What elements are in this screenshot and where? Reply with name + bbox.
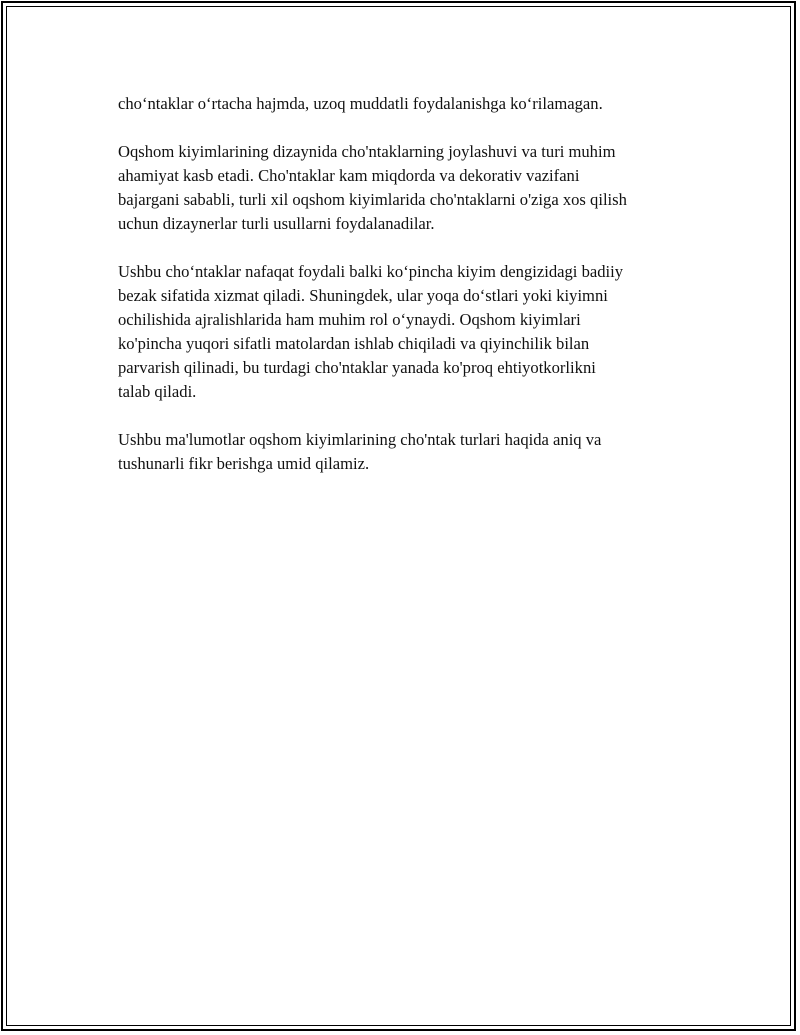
paragraph-3 — [118, 260, 698, 404]
text-line: cho‘ntaklar o‘rtacha hajmda, uzoq muddatli foydalanishga ko‘rilamagan. — [118, 94, 603, 113]
text-line: Ushbu ma'lumotlar oqshom kiyimlarining cho'ntak turlari haqida aniq va — [118, 430, 602, 449]
paragraph-4 — [118, 428, 698, 476]
paragraph-1 — [118, 92, 698, 116]
text-line: Ushbu cho‘ntaklar nafaqat foydali balki ko‘pincha kiyim dengizidagi badiiy — [118, 262, 624, 281]
text-line: tushunarli fikr berishga umid qilamiz. — [118, 454, 370, 473]
text-line: Oqshom kiyimlarining dizaynida cho'ntaklarning joylashuvi va turi muhim — [118, 142, 616, 161]
document-body — [118, 92, 698, 500]
paragraph-2 — [118, 140, 698, 236]
text-line: uchun dizaynerlar turli usullarni foydalanadilar. — [118, 214, 435, 233]
text-line: bezak sifatida xizmat qiladi. Shuningdek, ular yoqa do‘stlari yoki kiyimni — [118, 286, 608, 305]
text-line: parvarish qilinadi, bu turdagi cho'ntaklar yanada ko'proq ehtiyotkorlikni — [118, 358, 596, 377]
text-line: ko'pincha yuqori sifatli matolardan ishlab chiqiladi va qiyinchilik bilan — [118, 334, 590, 353]
text-line: bajargani sababli, turli xil oqshom kiyimlarida cho'ntaklarni o'ziga xos qilish — [118, 190, 627, 209]
text-line: ahamiyat kasb etadi. Cho'ntaklar kam miqdorda va dekorativ vazifani — [118, 166, 580, 185]
text-line: talab qiladi. — [118, 382, 197, 401]
text-line: ochilishida ajralishlarida ham muhim rol o‘ynaydi. Oqshom kiyimlari — [118, 310, 581, 329]
